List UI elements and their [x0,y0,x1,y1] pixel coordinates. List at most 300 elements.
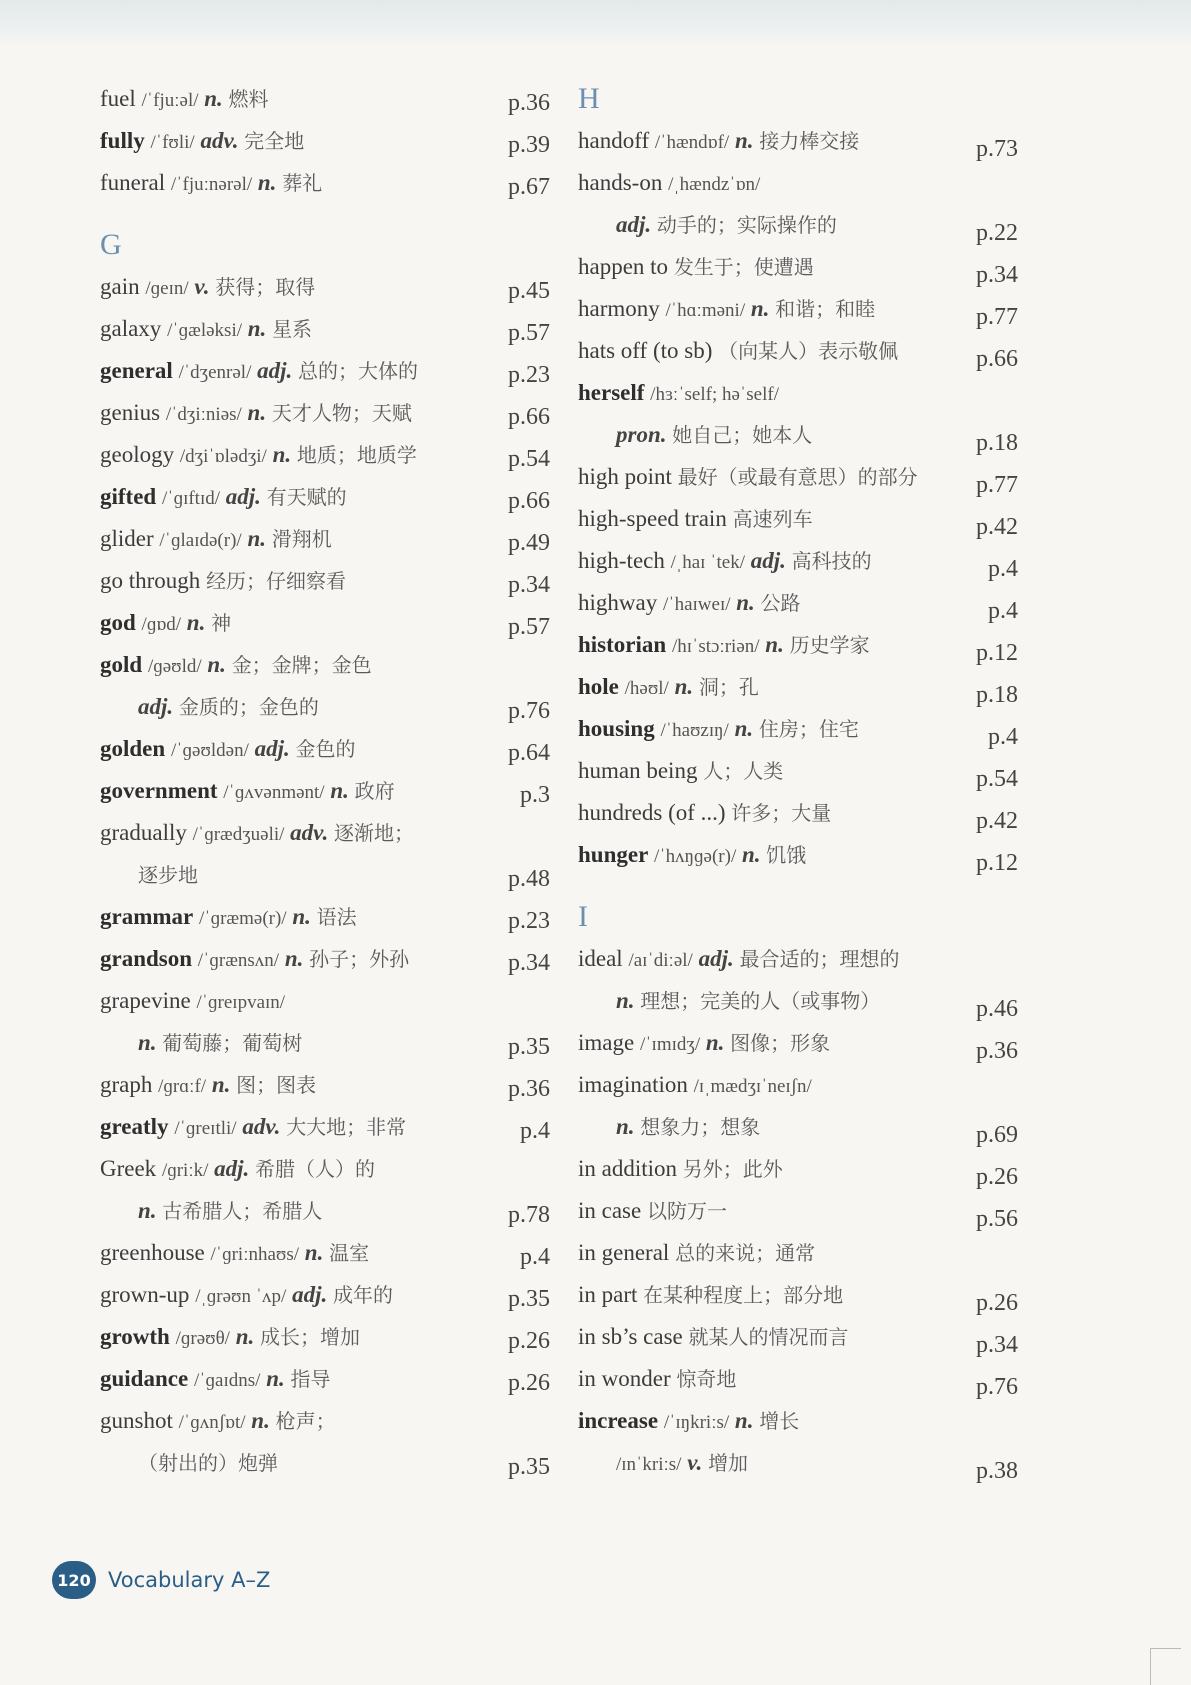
vocab-entry [578,288,1018,330]
chinese-meaning: 就某人的情况而言 [688,1325,849,1349]
chinese-meaning: 许多；大量 [731,801,832,825]
entry-continuation [100,686,550,728]
chinese-meaning: 成长；增加 [260,1325,361,1349]
entry-text [578,506,813,531]
phonetic: /ˈɡreɪtli/ [174,1118,237,1139]
part-of-speech: adj. [138,694,174,719]
headword: go through [100,568,201,593]
vocab-entry [578,246,1018,288]
vocab-entry [578,708,1018,750]
entry-text [100,694,319,719]
chinese-meaning: 古希腊人；希腊人 [162,1199,323,1223]
headword: genius [100,400,161,425]
page-reference: p.34 [508,572,550,598]
entry-continuation [578,1442,1018,1484]
headword: government [100,778,218,803]
entry-text [578,1366,736,1391]
part-of-speech: n. [734,716,754,741]
phonetic: /ˌhaɪ ˈtek/ [670,552,745,573]
headword: in wonder [578,1366,671,1391]
entry-continuation [578,414,1018,456]
phonetic: /ˈɡrædʒuəli/ [192,824,285,845]
entry-text [100,1198,322,1223]
phonetic: /ˌhændzˈɒn/ [668,174,761,195]
page-reference: p.4 [520,1118,550,1144]
chinese-meaning: 图；图表 [236,1073,317,1097]
part-of-speech: adj. [257,358,293,383]
part-of-speech: n. [211,1072,231,1097]
part-of-speech: n. [257,170,277,195]
vocab-entry [100,602,550,644]
entry-text [578,1114,760,1139]
entry-text [100,904,357,929]
part-of-speech: adv. [290,820,329,845]
vocab-entry [100,896,550,938]
entry-text [100,610,231,635]
part-of-speech: n. [742,842,761,867]
chinese-meaning: 以防万一 [646,1199,727,1223]
headword: hundreds (of ...) [578,800,726,825]
part-of-speech: n. [304,1240,324,1265]
entry-text [578,1324,849,1349]
entry-text [100,1114,406,1139]
page-reference: p.57 [508,320,550,346]
part-of-speech: n. [734,128,754,153]
entry-text [100,1156,375,1181]
headword: hands-on [578,170,663,195]
vocab-entry [578,582,1018,624]
chinese-meaning: 高科技的 [791,549,872,573]
phonetic: /ˈfʊli/ [150,132,195,153]
headword: hole [578,674,619,699]
page-reference: p.69 [976,1122,1018,1148]
part-of-speech: n. [235,1324,255,1349]
part-of-speech: n. [204,86,223,111]
headword: grandson [100,946,193,971]
headword: handoff [578,128,650,153]
entry-continuation [100,1190,550,1232]
page-reference: p.56 [976,1206,1018,1232]
phonetic: /ˈfjuːəl/ [141,90,199,111]
chinese-meaning: 增加 [708,1451,749,1475]
phonetic: /ˈhɑːməni/ [665,300,746,321]
vocab-entry [100,770,550,812]
vocab-entry [578,498,1018,540]
entry-text [100,1366,330,1391]
vocab-entry [578,120,1018,162]
vocab-entry [100,1358,550,1400]
chinese-meaning: 大大地；非常 [286,1115,407,1139]
chinese-meaning: 葬礼 [282,171,323,195]
phonetic: /ˈɡræmə(r)/ [199,908,287,929]
phonetic: /ɡəʊld/ [147,656,202,677]
page-reference: p.36 [508,90,550,116]
headword: happen to [578,254,669,279]
entry-text [578,632,870,657]
entry-text [100,86,269,111]
page-reference: p.38 [976,1458,1018,1484]
page-reference: p.26 [508,1370,550,1396]
headword: funeral [100,170,166,195]
headword: image [578,1030,635,1055]
phonetic: /ˈdʒiːniəs/ [165,404,242,425]
headword: greatly [100,1114,169,1139]
phonetic: /ˈhʌŋɡə(r)/ [654,846,737,867]
entry-text [578,380,779,405]
part-of-speech: n. [251,1408,270,1433]
page-reference: p.26 [976,1290,1018,1316]
entry-text [578,1240,815,1265]
vocab-entry [578,1232,1018,1274]
part-of-speech: n. [247,400,267,425]
part-of-speech: adj. [750,548,786,573]
entry-text [578,1072,812,1097]
headword: human being [578,758,698,783]
phonetic: /ˈɡriːnhaʊs/ [210,1244,300,1265]
part-of-speech: adj. [225,484,261,509]
chinese-meaning: 总的；大体的 [298,359,418,383]
headword: grown-up [100,1282,190,1307]
chinese-meaning: 指导 [290,1367,331,1391]
vocab-entry [100,350,550,392]
corner-crop-mark [1150,1648,1181,1685]
page-reference: p.73 [976,136,1018,162]
page-reference: p.12 [976,640,1018,666]
vocab-entry [100,728,550,770]
part-of-speech: n. [138,1030,157,1055]
chinese-meaning: （向某人）表示敬佩 [718,339,899,363]
entry-text [578,1450,748,1475]
entry-continuation [578,204,1018,246]
entry-text [578,1156,783,1181]
vocab-entry [578,834,1018,876]
headword: historian [578,632,667,657]
chinese-meaning: 政府 [354,779,395,803]
phonetic: /ɡrəʊθ/ [175,1328,230,1349]
entry-text [100,862,198,887]
headword: gain [100,274,140,299]
headword: in part [578,1282,638,1307]
part-of-speech: n. [616,988,635,1013]
part-of-speech: adj. [616,212,652,237]
headword: growth [100,1324,170,1349]
page-reference: p.46 [976,996,1018,1022]
chinese-meaning: 成年的 [332,1283,393,1307]
phonetic: /ɡrɑːf/ [158,1076,207,1097]
headword: high-tech [578,548,665,573]
entry-text [100,946,409,971]
vocab-entry [100,1400,550,1442]
vocab-entry [100,266,550,308]
chinese-meaning: 在某种程度上；部分地 [643,1283,844,1307]
vocab-entry [578,1400,1018,1442]
vocab-entry [578,792,1018,834]
headword: imagination [578,1072,688,1097]
part-of-speech: adj. [214,1156,250,1181]
page-reference: p.3 [520,782,550,808]
part-of-speech: adv. [242,1114,281,1139]
phonetic: /ɡɒd/ [141,614,182,635]
headword: hunger [578,842,649,867]
vocab-entry [578,1316,1018,1358]
entry-text [100,1072,316,1097]
chinese-meaning: 语法 [316,905,357,929]
vocab-entry [578,456,1018,498]
page-reference: p.45 [508,278,550,304]
part-of-speech: n. [330,778,349,803]
page-reference: p.36 [508,1076,550,1102]
headword: golden [100,736,166,761]
phonetic: /ɡriːk/ [161,1160,209,1181]
phonetic: /ˈɪŋkriːs/ [663,1412,730,1433]
headword: housing [578,716,655,741]
chinese-meaning: 有天赋的 [266,485,347,509]
entry-text [578,590,801,615]
headword: grapevine [100,988,191,1013]
entry-text [100,400,412,425]
chinese-meaning: 滑翔机 [271,527,332,551]
entry-continuation [578,1106,1018,1148]
entry-text [578,1030,830,1055]
vocab-entry [578,1148,1018,1190]
part-of-speech: pron. [616,422,667,447]
entry-text [100,526,332,551]
vocab-entry [578,624,1018,666]
vocab-entry [100,434,550,476]
headword: gunshot [100,1408,173,1433]
entry-text [578,128,859,153]
chinese-meaning: 总的来说；通常 [675,1241,816,1265]
headword: gifted [100,484,157,509]
page-reference: p.4 [520,1244,550,1270]
left-column [100,78,550,1484]
entry-text [578,1282,843,1307]
chinese-meaning: 住房；住宅 [758,717,859,741]
part-of-speech: adj. [292,1282,328,1307]
part-of-speech: n. [284,946,304,971]
headword: glider [100,526,154,551]
page-reference: p.12 [976,850,1018,876]
entry-text [100,736,356,761]
chinese-meaning: 天才人物；天赋 [271,401,412,425]
vocab-entry [100,162,550,204]
vocab-entry [578,938,1018,980]
entry-text [578,296,875,321]
part-of-speech: adj. [254,736,290,761]
vocab-entry [100,1106,550,1148]
headword: ideal [578,946,623,971]
chinese-meaning: 增长 [759,1409,800,1433]
chinese-meaning: 枪声； [275,1409,336,1433]
chinese-meaning: 最合适的；理想的 [739,947,900,971]
entry-text [100,128,304,153]
phonetic: /ˈɡæləksi/ [167,320,243,341]
entry-text [100,652,372,677]
headword: in general [578,1240,670,1265]
entry-text [100,1408,336,1433]
page-reference: p.48 [508,866,550,892]
part-of-speech: n. [292,904,311,929]
section-letter: I [578,900,588,933]
chinese-meaning: 历史学家 [789,633,870,657]
chinese-meaning: 高速列车 [732,507,813,531]
vocab-entry [100,78,550,120]
page-reference: p.36 [976,1038,1018,1064]
page-reference: p.34 [976,262,1018,288]
page-reference: p.76 [508,698,550,724]
page-reference: p.4 [988,724,1018,750]
entry-text [100,484,347,509]
chinese-meaning: 发生于；使遭遇 [673,255,814,279]
page-reference: p.35 [508,1034,550,1060]
vocab-entry [100,1274,550,1316]
chinese-meaning: 动手的；实际操作的 [656,213,837,237]
entry-text [100,1240,369,1265]
headword: grammar [100,904,194,929]
vocab-entry [100,1064,550,1106]
entry-continuation [578,980,1018,1022]
page-reference: p.23 [508,908,550,934]
chinese-meaning: 获得；取得 [215,275,316,299]
part-of-speech: n. [750,296,770,321]
page-reference: p.78 [508,1202,550,1228]
chinese-meaning: 神 [211,611,232,635]
headword: high-speed train [578,506,727,531]
headword: hats off (to sb) [578,338,713,363]
chinese-meaning: 公路 [760,591,801,615]
page-reference: p.23 [508,362,550,388]
headword: gold [100,652,143,677]
headword: in sb’s case [578,1324,683,1349]
right-column [578,78,1018,1484]
entry-text [578,800,831,825]
vocab-entry [100,644,550,686]
chinese-meaning: 想象力；想象 [640,1115,761,1139]
headword: fully [100,128,145,153]
phonetic: /ˈɡɪftɪd/ [161,488,221,509]
top-decorative-band [0,0,1191,46]
phonetic: /ˈhaɪweɪ/ [662,594,731,615]
phonetic: /ɡeɪn/ [145,278,189,299]
entry-text [100,170,322,195]
headword: geology [100,442,175,467]
headword: harmony [578,296,660,321]
page-reference: p.66 [976,346,1018,372]
page-reference: p.66 [508,488,550,514]
part-of-speech: n. [138,1198,157,1223]
vocab-entry [100,392,550,434]
part-of-speech: n. [616,1114,635,1139]
vocab-entry [100,476,550,518]
entry-text [578,212,837,237]
phonetic: /aɪˈdiːəl/ [628,950,693,971]
footer-title: Vocabulary A–Z [108,1568,271,1592]
vocab-entry [100,560,550,602]
part-of-speech: n. [186,610,206,635]
chinese-meaning: 另外；此外 [682,1157,783,1181]
chinese-meaning: 温室 [329,1241,370,1265]
page-reference: p.35 [508,1286,550,1312]
entry-continuation [100,854,550,896]
part-of-speech: n. [765,632,784,657]
page-number-badge: 120 [52,1561,96,1599]
entry-text [578,254,814,279]
part-of-speech: n. [736,590,755,615]
chinese-meaning: 完全地 [244,129,305,153]
chinese-meaning: 星系 [272,317,313,341]
part-of-speech: adj. [698,946,734,971]
vocab-entry [578,372,1018,414]
phonetic: /ˈɪmɪdʒ/ [639,1034,701,1055]
vocab-entry [578,1358,1018,1400]
chinese-meaning: 惊奇地 [676,1367,737,1391]
entry-text [100,316,312,341]
phonetic: /ˈdʒenrəl/ [178,362,252,383]
page-reference: p.34 [976,1332,1018,1358]
page-reference: p.26 [976,1164,1018,1190]
part-of-speech: v. [687,1450,703,1475]
phonetic: /həʊl/ [624,678,669,699]
chinese-meaning: 饥饿 [766,843,807,867]
vocab-entry [578,666,1018,708]
vocab-entry [578,162,1018,204]
phonetic: /dʒiˈɒlədʒi/ [179,446,267,467]
page-reference: p.49 [508,530,550,556]
part-of-speech: n. [705,1030,725,1055]
chinese-meaning: （射出的）炮弹 [138,1451,278,1475]
headword: increase [578,1408,659,1433]
entry-text [578,946,899,971]
page-reference: p.77 [976,472,1018,498]
entry-text [100,442,417,467]
entry-text [100,778,395,803]
headword: in addition [578,1156,678,1181]
phonetic: /ˈɡrænsʌn/ [197,950,280,971]
page-reference: p.26 [508,1328,550,1354]
page-reference: p.4 [988,556,1018,582]
part-of-speech: n. [247,526,266,551]
chinese-meaning: 金质的；金色的 [178,695,319,719]
phonetic: /hɪˈstɔːriən/ [671,636,760,657]
section-gap [100,204,550,224]
page-reference: p.4 [988,598,1018,624]
chinese-meaning: 金色的 [295,737,356,761]
vocab-entry [578,750,1018,792]
phonetic: /ɪˌmædʒɪˈneɪʃn/ [693,1076,812,1097]
vocab-entry [578,330,1018,372]
chinese-meaning: 图像；形象 [730,1031,831,1055]
entry-text [100,1282,393,1307]
page-reference: p.54 [976,766,1018,792]
phonetic: /ˈfjuːnərəl/ [170,174,253,195]
vocab-entry [100,938,550,980]
vocab-entry [578,1274,1018,1316]
entry-text [578,464,918,489]
page-reference: p.42 [976,514,1018,540]
phonetic: /ˈɡaɪdns/ [193,1370,261,1391]
entry-text [578,758,783,783]
headword: graph [100,1072,153,1097]
entry-text [578,170,760,195]
phonetic: /ˈɡəʊldən/ [170,740,249,761]
page-reference: p.18 [976,682,1018,708]
vocab-entry [100,812,550,854]
entry-text [100,1324,360,1349]
vocab-entry [100,1232,550,1274]
headword: Greek [100,1156,157,1181]
entry-text [578,842,806,867]
vocab-entry [578,1190,1018,1232]
